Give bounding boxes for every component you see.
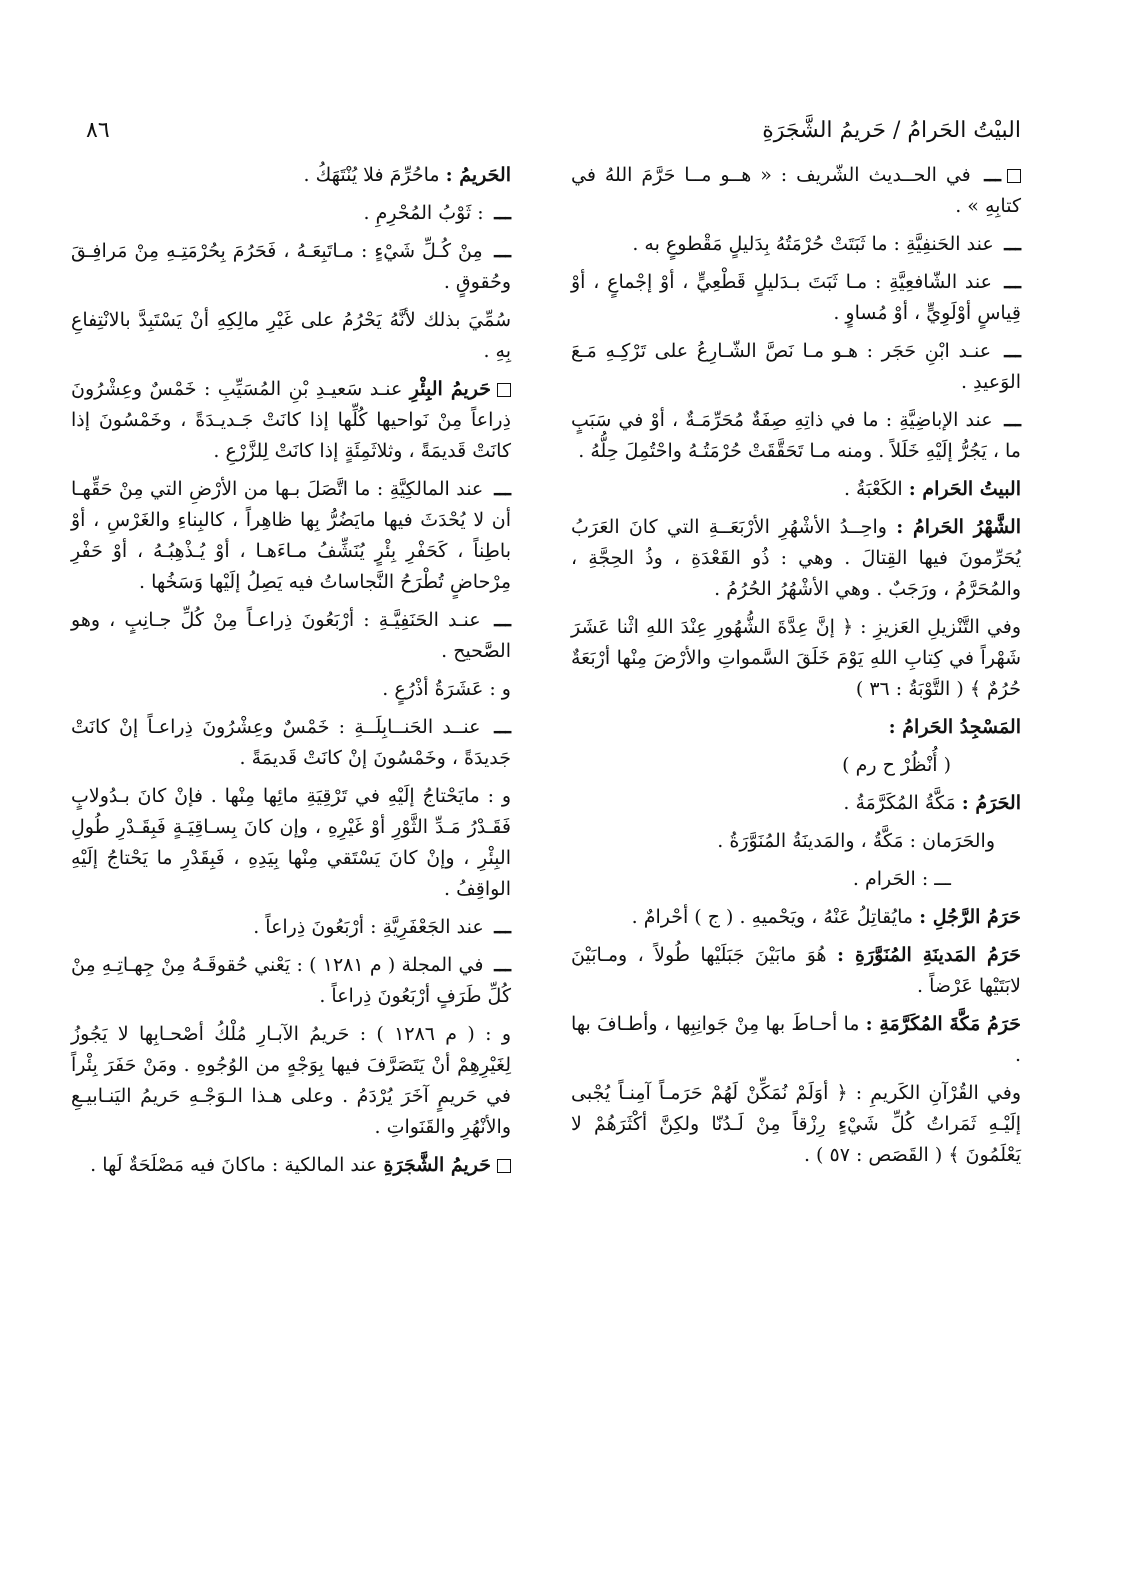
entry-text: ما أحـاطَ بها مِنْ جَوانِبِها ، وأطـافَ بها . <box>571 1013 1021 1066</box>
dictionary-entry <box>571 902 1021 933</box>
dash-marker: ـــ <box>484 716 511 738</box>
dash-marker: ـــ <box>484 609 511 631</box>
entry-headword: المَسْجِدُ الحَرامُ : <box>888 716 1021 738</box>
dictionary-entry <box>571 940 1021 1002</box>
dictionary-entry <box>571 712 1021 743</box>
entry-headword: البيتُ الحَرام : <box>908 478 1021 500</box>
entry-text: في الحــديث الشّريف : « هــو مــا حَرَّمَ اللهُ في كتابِهِ » . <box>571 164 1021 217</box>
dictionary-entry <box>71 236 511 298</box>
entry-text: عند الشّافعِيَّةِ : مـا ثَبَتَ بـدَليلٍ قَطْعِيٍّ ، أوْ إجْماعٍ ، أوْ قِياسٍ أوْلَوِيٍّ ، أوْ مُساوٍ . <box>571 271 1021 324</box>
entry-text: عنـد سَعيـدِ بْنِ المُسَيِّبِ : خَمْسٌ وعِشْرُونَ ذِراعاً مِنْ نَواحيها كُلِّها إذا كانَتْ جَـديـدَةً ، وخَمْسُونَ إذا كانَتْ قَديمَةً ، وثلاثَمِئَةٍ إذا كانَتْ لِلزَّرْعِ . <box>71 378 511 462</box>
entry-text: عند الحَنفِيَّةِ : ما ثَبَتَتْ حُرْمَتُهُ بِدَليلٍ مَقْطوعٍ به . <box>632 233 994 255</box>
entry-text: وفي القُرْآنِ الكَريمِ : ﴿ أوَلَمْ نُمَكِّنْ لَهُمْ حَرَمـاً آمِنـاً يُجْبى إلَيْـهِ ثَمَراتُ كُلِّ شَيْءٍ رِزْقاً مِنْ لَـدُنّا ولكِنَّ أكْثَرَهُمْ لا يَعْلَمُونَ ﴾ ( القَصَص : ٥٧ ) . <box>571 1082 1021 1166</box>
entry-text: ( أُنْظُرْ ح رم ) <box>842 754 951 776</box>
dictionary-entry <box>571 229 1021 260</box>
entry-text: عند المالكية : ماكانَ فيه مَصْلَحَةٌ لَها . <box>90 1154 384 1176</box>
entry-text: ـــ : الحَرام . <box>852 868 951 890</box>
entry-text: و : ( م ١٢٨٦ ) : حَريمُ الآبـارِ مُلْكُ أصْحـابِها لا يَجُوزُ لِغَيْرِهِمْ أنْ يَتَصَرَّفَ فيها بِوَجْهٍ من الوُجُوهِ . ومَنْ حَفَرَ بِئْراً في حَريمٍ آخَرَ يُرْدَمُ . وعلى هـذا الـوَجْـهِ حَريمُ اليَنـابيـعِ والأنْهُرِ والقَنَواتِ . <box>71 1023 511 1138</box>
page-number: ٨٦ <box>86 118 110 143</box>
dictionary-entry <box>571 267 1021 329</box>
dictionary-entry <box>71 674 511 705</box>
dictionary-entry <box>571 750 1021 781</box>
entry-text: مايُقاتِلُ عَنْهُ ، ويَحْميهِ . ( ج ) أحْرامٌ . <box>631 906 920 928</box>
dictionary-entry <box>71 912 511 943</box>
dash-marker: ـــ <box>487 916 511 938</box>
entry-text: و : مايَحْتاجُ إلَيْهِ في تَرْقِيَةِ مائِها مِنْها . فإنْ كانَ بـدُولابٍ فَقَـدْرُ مَـدِّ الثَّوْرِ أوْ غَيْرِهِ ، وإن كانَ بِسـاقِيَـةٍ فَبِقَـدْرِ طُولِ البِئْرِ ، وإنْ كانَ يَسْتَقي مِنْها بِيَدِهِ ، فَبِقَدْرِ ما يَحْتاجُ إلَيْهِ الواقِفُ . <box>71 785 511 900</box>
dictionary-entry <box>571 864 1021 895</box>
dash-marker: ـــ <box>486 240 511 262</box>
dictionary-entry <box>71 950 511 1012</box>
entry-text: عنـد ابْنِ حَجَر : هـو مـا نَصَّ الشّـارِعُ على تَرْكِـهِ مَـعَ الوَعيدِ . <box>571 340 1021 393</box>
dictionary-entry <box>571 1009 1021 1071</box>
dash-marker: ـــ <box>974 164 1001 186</box>
entry-headword: حَرَمُ الرَّجُلِ : <box>919 906 1021 928</box>
entry-text: و : عَشَرَةُ أذْرُعٍ . <box>382 678 511 700</box>
entry-headword: حَريمُ الشَّجَرَةِ <box>383 1154 491 1176</box>
dictionary-entry <box>71 474 511 598</box>
entry-text: في المجلة ( م ١٢٨١ ) : يَعْني حُقوقَـهُ مِنْ جِهـاتِـهِ مِنْ كُلِّ طَرَفٍ أرْبَعُونَ ذِراعاً . <box>71 954 511 1007</box>
dictionary-entry <box>571 336 1021 398</box>
entry-text: عنــد الحَنــابِلَــةِ : خَمْسٌ وعِشْرُونَ ذِراعـاً إنْ كانَتْ جَديدَةً ، وخَمْسُونَ إنْ كانَتْ قَديمَةً . <box>71 716 511 769</box>
dictionary-entry <box>71 605 511 667</box>
square-bullet-icon <box>1007 169 1021 183</box>
dictionary-entry <box>71 160 511 191</box>
entry-text: ماحُرِّمَ فلا يُنْتَهَكُ . <box>303 164 446 186</box>
dash-marker: ـــ <box>996 409 1021 431</box>
running-head: البيْتُ الحَرامُ / حَريمُ الشَّجَرَةِ <box>762 118 1021 143</box>
right-column <box>571 160 1021 1178</box>
dictionary-entry <box>571 512 1021 605</box>
dictionary-entry <box>571 788 1021 819</box>
dictionary-entry <box>71 712 511 774</box>
dictionary-entry <box>71 374 511 467</box>
entry-text: عنـد الحَنَفِيَّـةِ : أرْبَعُونَ ذِراعـاً مِنْ كُلِّ جـانِبٍ ، وهو الصَّحيح . <box>71 609 511 662</box>
dictionary-entry <box>571 612 1021 705</box>
entry-text: والحَرَمان : مَكَّةُ ، والمَدينَةُ المُنَوَّرَةُ . <box>717 830 995 852</box>
dictionary-entry <box>571 405 1021 467</box>
entry-headword: حَريمُ البِئْرِ <box>409 378 491 400</box>
square-bullet-icon <box>497 1159 511 1173</box>
dash-marker: ـــ <box>487 478 511 500</box>
entry-text: عند الجَعْفَرِيَّةِ : أرْبَعُونَ ذِراعاً . <box>253 916 484 938</box>
dictionary-entry <box>571 160 1021 222</box>
dictionary-entry <box>71 1019 511 1143</box>
entry-text: وفي التَّنْزيلِ العَزيزِ : ﴿ إنَّ عِدَّةَ الشُّهُورِ عِنْدَ اللهِ اثْنا عَشَرَ شَهْراً في كِتابِ اللهِ يَوْمَ خَلَقَ السَّمواتِ والأرْضَ مِنْها أرْبَعَةٌ حُرُمٌ ﴾ ( التَّوْبَةُ : ٣٦ ) <box>571 616 1021 700</box>
dictionary-entry <box>571 474 1021 505</box>
dictionary-entry <box>71 781 511 905</box>
entry-text: مَكَّةُ المُكَرَّمَةُ . <box>843 792 962 814</box>
dash-marker: ـــ <box>995 340 1021 362</box>
entry-headword: الحَريمُ : <box>445 164 511 186</box>
dictionary-entry <box>71 198 511 229</box>
square-bullet-icon <box>497 383 511 397</box>
entry-headword: حَرَمُ مَكَّةَ المُكَرَّمَةِ : <box>865 1013 1021 1035</box>
entry-text: الكَعْبَةُ . <box>843 478 909 500</box>
dash-marker: ـــ <box>997 233 1021 255</box>
dictionary-entry <box>71 305 511 367</box>
dash-marker: ـــ <box>487 954 511 976</box>
dictionary-entry <box>571 1078 1021 1171</box>
entry-headword: الشَّهْرُ الحَرامُ : <box>896 516 1021 538</box>
entry-text: عند المالكِيَّةِ : ما اتَّصَلَ بـها من الأرْضِ التي مِنْ حَقِّهـا أن لا يُحْدَثَ فيها مايَضُرُّ بِها ظاهِراً ، كالبِناءِ والغَرْسِ ، أوْ باطِناً ، كَحَفْرِ بِئْرٍ يُنَشِّفُ مـاءَهـا ، أوْ يُـذْهِبُـهُ ، أوْ حَفْرِ مِرْحاضٍ تُطْرَحُ النَّجاساتُ فيه يَصِلُ إلَيْها وَسَخُها . <box>71 478 511 593</box>
entry-text: هُوَ مابَيْنَ جَبَلَيْها طُولاً ، ومـابَيْنَ لابَتَيْها عَرْضاً . <box>571 944 1021 997</box>
entry-text: سُمِّيَ بذلك لأنَّهُ يَحْرُمُ على غَيْرِ مالِكِهِ أنْ يَسْتَبِدَّ بالانْتِفاعِ بِهِ . <box>71 309 511 362</box>
entry-text: عند الإباضِيَّةِ : ما في ذاتِهِ صِفَةٌ مُحَرِّمَـةٌ ، أوْ في سَبَبٍ ما ، يَجُرُّ إلَيْهِ خَلَلاً . ومنه مـا تَحَقَّقَتْ حُرْمَتُـهُ واحْتُمِلَ حِلُّهُ . <box>571 409 1021 462</box>
dash-marker: ـــ <box>487 202 511 224</box>
left-column <box>71 160 511 1188</box>
entry-text: : ثَوْبُ المُحْرِمِ . <box>363 202 484 224</box>
entry-headword: حَرَمُ المَدينَةِ المُنَوَّرَةِ : <box>837 944 1021 966</box>
dash-marker: ـــ <box>995 271 1021 293</box>
entry-headword: الحَرَمُ : <box>961 792 1021 814</box>
dictionary-entry <box>71 1150 511 1181</box>
dictionary-entry <box>571 826 1021 857</box>
entry-text: واحِــدُ الأشْهُرِ الأرْبَعَــةِ التي كانَ العَرَبُ يُحَرِّمونَ فيها القِتالَ . وهي : ذُو القَعْدَةِ ، وذُ الحِجَّةِ ، والمُحَرَّمُ ، ورَجَبٌ . وهي الأشْهُرُ الحُرُمُ . <box>571 516 1021 600</box>
entry-text: مِنْ كُـلِّ شَيْءٍ : مـاتَبِعَـهُ ، فَحَرُمَ بِحُرْمَتِـهِ مِنْ مَرافِـقَ وحُقوقٍ . <box>71 240 511 293</box>
